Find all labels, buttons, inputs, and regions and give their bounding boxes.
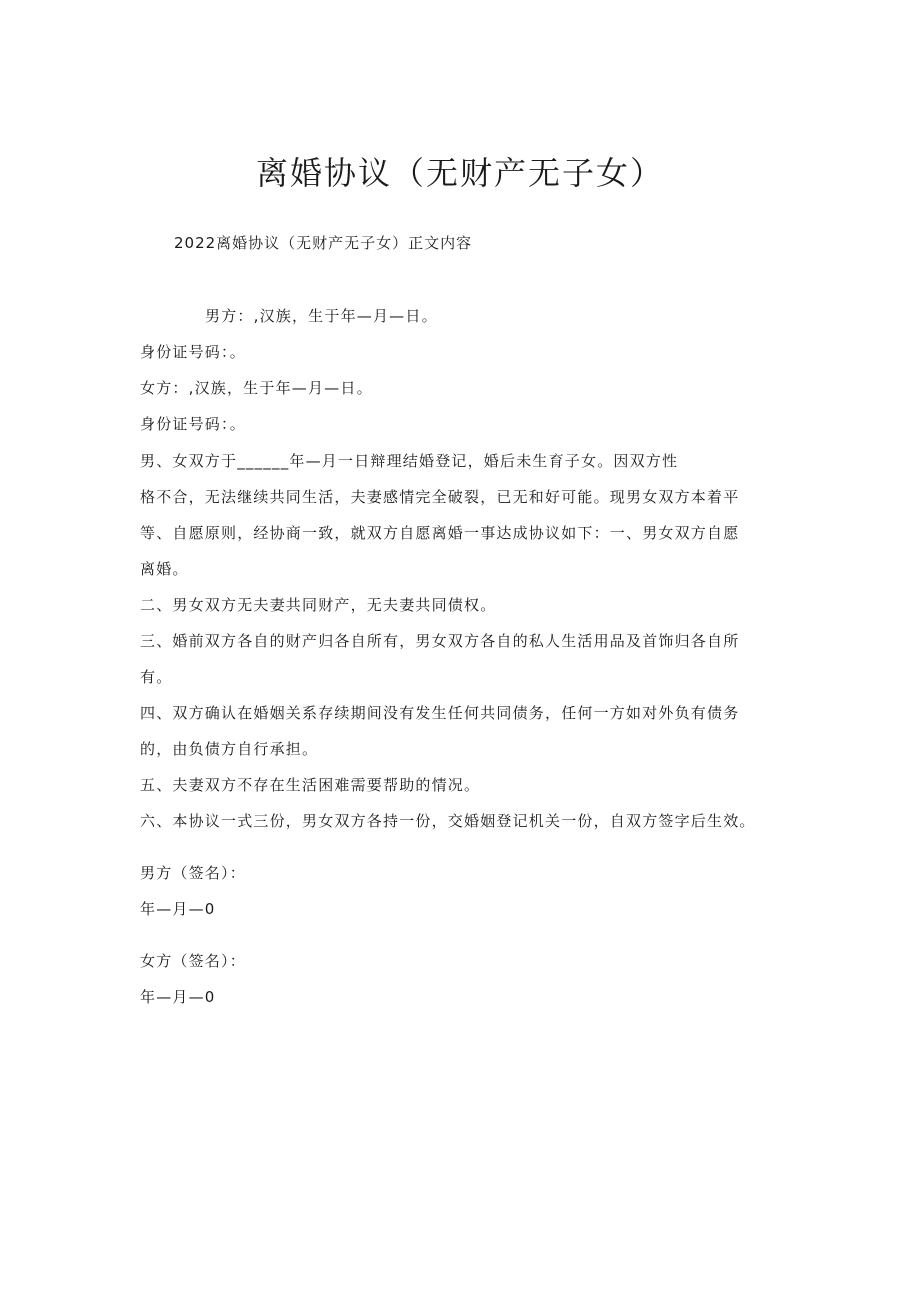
clause-two: 二、男女双方无夫妻共同财产，无夫妻共同债权。 xyxy=(140,596,497,614)
clause-five: 五、夫妻双方不存在生活困难需要帮助的情况。 xyxy=(140,776,481,794)
male-signature-date: 年—月—0 xyxy=(140,900,216,918)
document-title: 离婚协议（无财产无子女） xyxy=(255,154,664,192)
document-subtitle: 2022离婚协议（无财产无子女）正文内容 xyxy=(174,234,473,252)
paragraph-line: 格不合，无法继续共同生活，夫妻感情完全破裂，已无和好可能。现男女双方本着平 xyxy=(140,488,740,506)
clause-six: 六、本协议一式三份，男女双方各持一份，交婚姻登记机关一份，自双方签字后生效。 xyxy=(140,812,756,830)
clause-four-cont: 的，由负债方自行承担。 xyxy=(140,740,319,758)
female-signature-date: 年—月—0 xyxy=(140,988,216,1006)
male-party-line: 男方：,汉族，生于年—月—日。 xyxy=(205,307,438,325)
paragraph-line: 等、自愿原则，经协商一致，就双方自愿离婚一事达成协议如下：一、男女双方自愿 xyxy=(140,524,740,542)
paragraph-line: 离婚。 xyxy=(140,560,189,578)
clause-four: 四、双方确认在婚姻关系存续期间没有发生任何共同债务，任何一方如对外负有债务 xyxy=(140,704,740,722)
male-id-line: 身份证号码：。 xyxy=(140,343,246,361)
paragraph-line: 男、女双方于______年—月一日辩理结婚登记，婚后未生育子女。因双方性 xyxy=(140,452,679,470)
female-party-line: 女方：,汉族，生于年—月—日。 xyxy=(140,379,373,397)
female-signature-label: 女方（签名）： xyxy=(140,952,246,970)
clause-three-cont: 有。 xyxy=(140,668,173,686)
clause-three: 三、婚前双方各自的财产归各自所有，男女双方各自的私人生活用品及首饰归各自所 xyxy=(140,632,740,650)
female-id-line: 身份证号码：。 xyxy=(140,415,246,433)
male-signature-label: 男方（签名）： xyxy=(140,864,246,882)
